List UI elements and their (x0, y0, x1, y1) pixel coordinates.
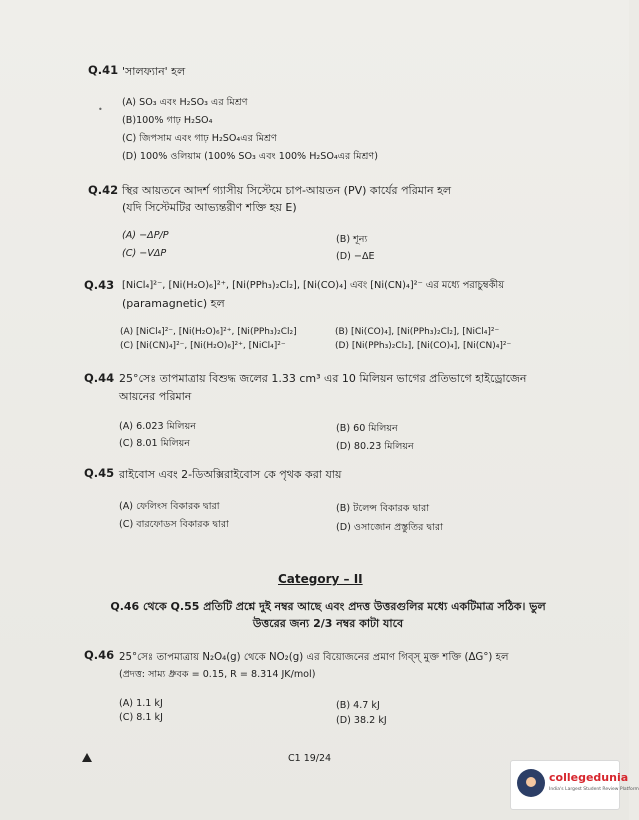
q46-option-d: (D) 38.2 kJ (336, 715, 387, 726)
q45-option-b: (B) টলেন্স বিকারক দ্বারা (336, 503, 430, 514)
q42-text-line-1: স্থির আয়তনে আদর্শ গ্যাসীয় সিস্টেমে চাপ-আয়তন (PV) কার্যের পরিমান হল (122, 184, 452, 197)
collegedunia-logo (510, 760, 639, 810)
q46-text-line-1: 25°সেঃ তাপমাত্রায় N₂O₄(g) থেকে NO₂(g) এর বিয়োজনের প্রমাণ গিব্স্ মুক্ত শক্তি (ΔG°) হল (119, 652, 509, 663)
student-avatar-icon (517, 769, 545, 797)
q44-option-a: (A) 6.023 মিলিয়ন (119, 421, 196, 432)
logo-tagline: India's Largest Student Review Platform (549, 787, 639, 792)
q45-text: রাইবোস এবং 2-ডিঅক্সিরাইবোস কে পৃথক করা যায় (119, 468, 342, 481)
q43-option-c: (C) [Ni(CN)₄]²⁻, [Ni(H₂O)₆]²⁺, [NiCl₄]²⁻ (120, 341, 286, 351)
q45-number: Q.45 (84, 466, 115, 480)
q46-option-b: (B) 4.7 kJ (336, 700, 380, 711)
q46-text-line-2: (প্রদত্ত: সাম্য ধ্রুবক = 0.15, R = 8.314 JK/mol) (119, 669, 316, 680)
q42-option-d: (D) −ΔE (336, 251, 375, 262)
q41-option-b: (B)100% গাঢ় H₂SO₄ (122, 115, 213, 126)
q46-number: Q.46 (84, 648, 115, 662)
page-number: C1 19/24 (288, 753, 332, 764)
q44-option-b: (B) 60 মিলিয়ন (336, 423, 398, 434)
q44-text-line-2: আয়নের পরিমান (119, 390, 192, 403)
q46-option-a: (A) 1.1 kJ (119, 698, 163, 709)
q44-option-c: (C) 8.01 মিলিয়ন (119, 438, 190, 449)
q41-option-a: (A) SO₃ এবং H₂SO₃ এর মিশ্রণ (122, 97, 248, 108)
q43-option-d: (D) [Ni(PPh₃)₂Cl₂], [Ni(CO)₄], [Ni(CN)₄]²⁻ (335, 341, 512, 351)
q44-option-d: (D) 80.23 মিলিয়ন (336, 441, 414, 452)
stray-dot: • (98, 105, 103, 114)
category-instruction-line-2: উত্তরের জন্য 2/3 নম্বর কাটা যাবে (252, 617, 404, 630)
q42-option-c: (C) −VΔP (122, 248, 167, 259)
q43-text-line-1: [NiCl₄]²⁻, [Ni(H₂O)₆]²⁺, [Ni(PPh₃)₂Cl₂], [Ni(CO)₄] এবং [Ni(CN)₄]²⁻ এর মধ্যে পরাচুম্বকীয় (122, 280, 505, 291)
q43-option-a: (A) [NiCl₄]²⁻, [Ni(H₂O)₆]²⁺, [Ni(PPh₃)₂Cl₂] (120, 327, 297, 337)
q42-number: Q.42 (88, 183, 119, 197)
q41-option-d: (D) 100% ওলিয়াম (100% SO₃ এবং 100% H₂SO₄এর মিশ্রণ) (122, 151, 378, 162)
q42-option-a: (A) −ΔP/P (122, 230, 169, 241)
q41-text: 'সালফ্যান' হল (122, 65, 186, 78)
category-instruction-line-1: Q.46 থেকে Q.55 প্রতিটি প্রশ্নে দুই নম্বর আছে এবং প্রদত্ত উত্তরগুলির মধ্যে একটিমাত্র সঠিক। ভুল (110, 600, 546, 613)
triangle-marker-icon (82, 753, 92, 762)
q44-number: Q.44 (84, 371, 115, 385)
q45-option-a: (A) ফেলিংস বিকারক দ্বারা (119, 501, 220, 512)
category-heading: Category – II (278, 572, 363, 586)
q41-number: Q.41 (88, 63, 119, 77)
q43-number: Q.43 (84, 278, 115, 292)
q41-option-c: (C) জিপসাম এবং গাঢ় H₂SO₄এর মিশ্রণ (122, 133, 277, 144)
q42-text-line-2: (যদি সিস্টেমটির আভ্যন্তরীণ শক্তি হয় E) (122, 201, 297, 214)
q46-option-c: (C) 8.1 kJ (119, 712, 163, 723)
q45-option-d: (D) ওসাজোন প্রস্তুতির দ্বারা (336, 522, 443, 533)
q44-text-line-1: 25°সেঃ তাপমাত্রায় বিশুদ্ধ জলের 1.33 cm³ এর 10 মিলিয়ন ভাগের প্রতিভাগে হাইড্রোজেন (119, 372, 527, 385)
q45-option-c: (C) বারফোডস বিকারক দ্বারা (119, 519, 229, 530)
logo-name: collegedunia (549, 771, 629, 784)
q43-text-line-2: (paramagnetic) হল (122, 297, 225, 310)
q42-option-b: (B) শূন্য (336, 234, 368, 245)
q43-option-b: (B) [Ni(CO)₄], [Ni(PPh₃)₂Cl₂], [NiCl₄]²⁻ (335, 327, 500, 337)
